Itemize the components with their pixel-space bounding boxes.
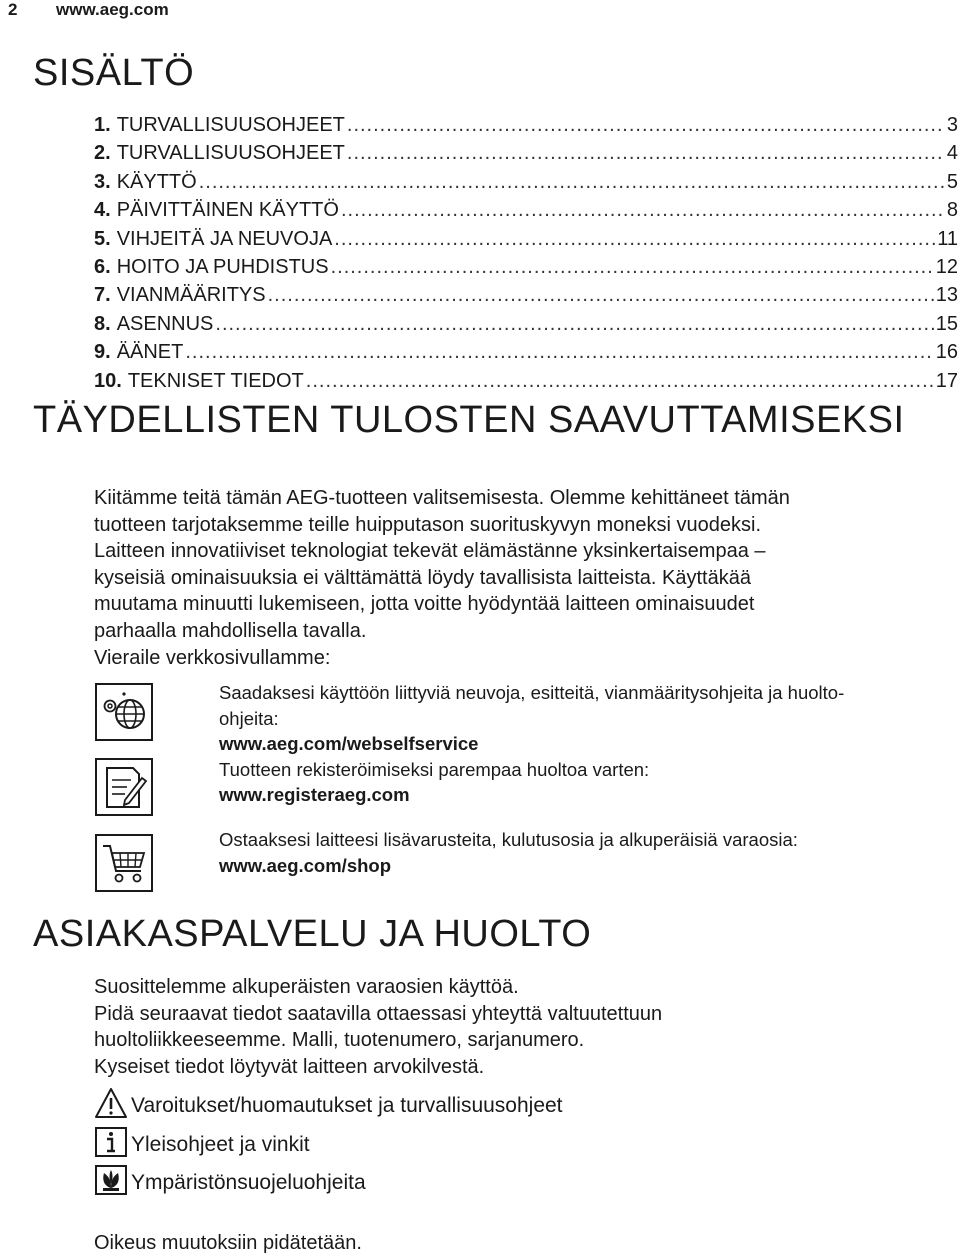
legend-warning (94, 1089, 563, 1123)
toc-item[interactable] (94, 310, 958, 338)
toc-item-number: 2. (94, 142, 111, 165)
toc-leader-dots (347, 111, 945, 139)
toc-item-title: KÄYTTÖ (116, 170, 197, 193)
toc-item-title: TURVALLISUUSOHJEET (116, 142, 345, 165)
results-line: Laitteen innovatiiviset teknologiat tekevät elämästänne yksinkertaisempaa – (94, 540, 766, 563)
toc-leader-dots (185, 338, 933, 366)
at-globe-icon (95, 683, 153, 741)
toc-item-number: 10. (94, 369, 122, 392)
toc-item[interactable] (94, 139, 958, 167)
toc-item-number: 1. (94, 114, 111, 136)
toc-item[interactable] (94, 281, 958, 309)
toc-item[interactable] (94, 196, 958, 224)
toc-leader-dots (347, 139, 945, 167)
support-text: Saadaksesi käyttöön liittyviä neuvoja, esitteitä, vianmääritysohjeita ja huolto- (219, 682, 845, 703)
table-of-contents (94, 111, 958, 395)
shop-text: Ostaaksesi laitteesi lisävarusteita, kulutusosia ja alkuperäisiä varaosia: (219, 829, 798, 850)
toc-item-title: ÄÄNET (116, 341, 184, 364)
info-icon (94, 1126, 128, 1158)
contents-title: SISÄLTÖ (33, 52, 195, 94)
page-number: 2 (8, 0, 18, 19)
toc-item-page: 12 (935, 255, 958, 278)
footer-note: Oikeus muutoksiin pidätetään. (94, 1232, 362, 1254)
toc-item-page: 11 (937, 227, 958, 250)
toc-item-page: 13 (935, 284, 958, 307)
toc-item-title: ASENNUS (116, 312, 214, 335)
results-line: kyseisiä ominaisuuksia ei välttämättä löydy tavallisista laitteista. Käyttäkää (94, 566, 751, 589)
results-line: parhaalla mahdollisella tavalla. (94, 619, 367, 642)
results-line: Vieraile verkkosivullamme: (94, 646, 331, 669)
toc-leader-dots (306, 367, 934, 395)
toc-leader-dots (334, 225, 935, 253)
results-line: muutama minuutti lukemiseen, jotta voitte hyödyntää laitteen ominaisuudet (94, 593, 755, 616)
toc-leader-dots (199, 168, 945, 196)
toc-item-title: PÄIVITTÄINEN KÄYTTÖ (116, 199, 339, 222)
legend-info (94, 1128, 310, 1162)
toc-item-number: 5. (94, 227, 111, 250)
toc-item-page: 16 (935, 341, 958, 364)
service-line: Suosittelemme alkuperäisten varaosien käyttöä. (94, 976, 519, 998)
toc-item-number: 9. (94, 341, 111, 364)
register-text: Tuotteen rekisteröimiseksi parempaa huoltoa varten: (219, 758, 650, 780)
webselfservice-link[interactable]: www.aeg.com/webselfservice (219, 733, 479, 754)
toc-item-page: 17 (935, 369, 958, 392)
customer-service-title: ASIAKASPALVELU JA HUOLTO (33, 913, 592, 955)
legend-environment (94, 1166, 366, 1200)
results-line: tuotteen tarjotaksemme teille huipputason suorituskyvyn moneksi vuodeksi. (94, 513, 762, 536)
support-text: ohjeita: (219, 707, 279, 729)
toc-item-page: 15 (935, 312, 958, 335)
header-site-link[interactable]: www.aeg.com (56, 0, 169, 19)
toc-item-title: VIHJEITÄ JA NEUVOJA (116, 227, 333, 250)
shop-info (219, 827, 939, 878)
toc-item-number: 3. (94, 170, 111, 193)
service-line: Kyseiset tiedot löytyvät laitteen arvokilvestä. (94, 1055, 485, 1078)
service-line: Pidä seuraavat tiedot saatavilla ottaessasi yhteyttä valtuutettuun (94, 1002, 663, 1025)
support-info (219, 680, 939, 808)
toc-leader-dots (268, 281, 934, 309)
toc-item[interactable] (94, 168, 958, 196)
toc-item[interactable] (94, 111, 958, 139)
toc-item[interactable] (94, 253, 958, 281)
toc-item-number: 8. (94, 312, 111, 335)
shop-link[interactable]: www.aeg.com/shop (219, 854, 392, 876)
toc-item[interactable] (94, 367, 958, 395)
toc-item-page: 3 (946, 114, 958, 136)
results-title: TÄYDELLISTEN TULOSTEN SAAVUTTAMISEKSI (33, 399, 905, 441)
toc-item-number: 7. (94, 284, 111, 307)
legend-environment-text: Ympäristönsuojeluohjeita (131, 1171, 366, 1194)
toc-item-title: TEKNISET TIEDOT (127, 369, 304, 392)
service-line: huoltoliikkeeseemme. Malli, tuotenumero, sarjanumero. (94, 1029, 585, 1051)
toc-item-page: 4 (946, 142, 958, 165)
registeraeg-link[interactable]: www.registeraeg.com (219, 784, 410, 805)
toc-item-number: 4. (94, 199, 111, 222)
toc-item-title: TURVALLISUUSOHJEET (116, 114, 345, 136)
toc-item-number: 6. (94, 255, 111, 278)
results-line: Kiitämme teitä tämän AEG-tuotteen valitsemisesta. Olemme kehittäneet tämän (94, 487, 790, 509)
environment-icon (94, 1164, 128, 1196)
toc-item[interactable] (94, 338, 958, 366)
legend-info-text: Yleisohjeet ja vinkit (131, 1133, 310, 1156)
shopping-cart-icon (95, 834, 153, 892)
toc-item[interactable] (94, 225, 958, 253)
toc-leader-dots (341, 196, 945, 224)
toc-item-page: 8 (946, 199, 958, 222)
toc-item-page: 5 (946, 170, 958, 193)
toc-item-title: VIANMÄÄRITYS (116, 284, 266, 307)
results-intro (94, 485, 944, 671)
toc-leader-dots (331, 253, 934, 281)
toc-leader-dots (215, 310, 933, 338)
warning-icon (94, 1087, 128, 1119)
legend-warning-text: Varoitukset/huomautukset ja turvallisuusohjeet (131, 1094, 563, 1117)
toc-item-title: HOITO JA PUHDISTUS (116, 255, 329, 278)
document-pen-icon (95, 758, 153, 816)
customer-service-text (94, 974, 944, 1080)
